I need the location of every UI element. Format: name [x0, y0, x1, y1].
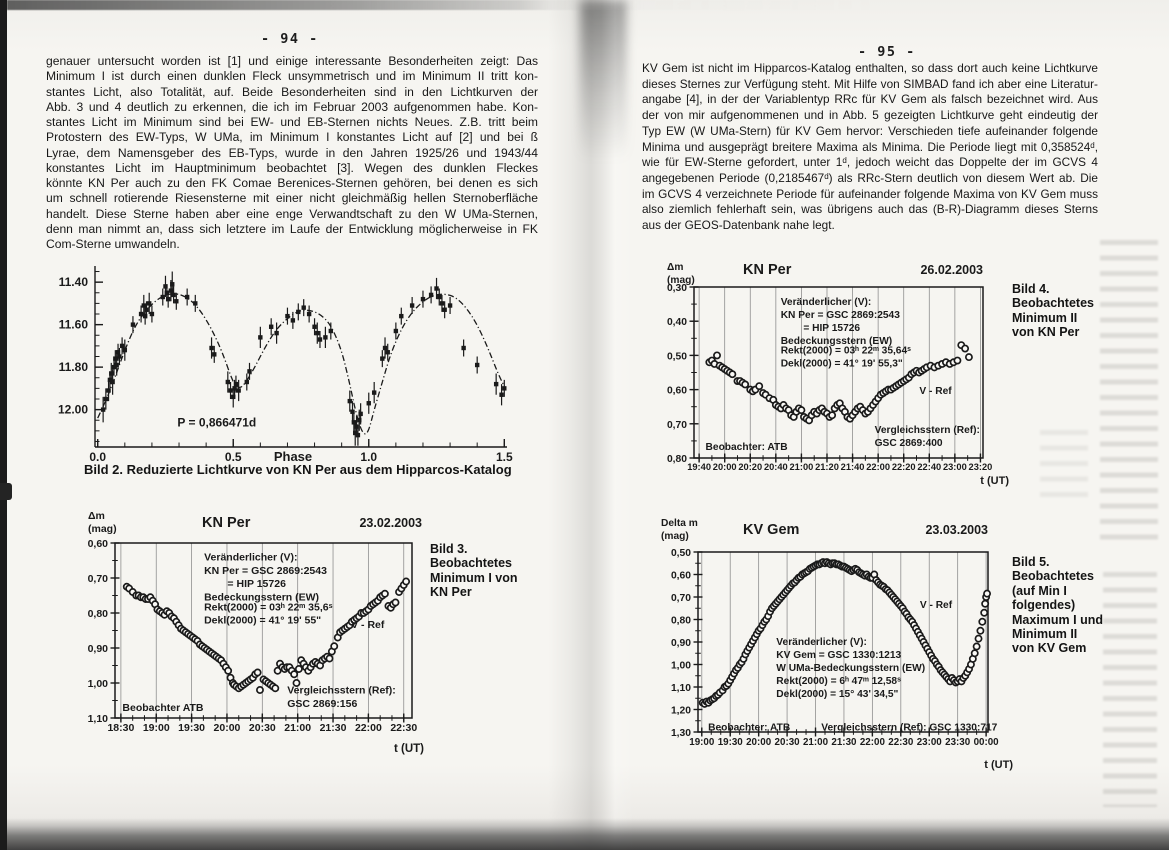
svg-text:Phase: Phase	[273, 449, 313, 464]
page-95-body-text	[642, 61, 1098, 234]
svg-text:Vergleichsstern (Ref): GSC 133: Vergleichsstern (Ref): GSC 1330:717	[821, 722, 998, 734]
svg-text:20:40: 20:40	[763, 462, 788, 472]
page-94-number: - 94 -	[261, 31, 319, 47]
text-line: stantes Licht im Minimum sind bei EW- und EB-Sternen nichts Neues. Z.B. tritt beim	[46, 115, 538, 129]
text-line: angabe [4], in der der Variablentyp RRc für KV Gem als falsch bezeichnet wird. Aus	[642, 92, 1098, 107]
svg-text:26.02.2003: 26.02.2003	[920, 263, 983, 277]
text-line: genauer untersucht worden ist [1] und einige interessante Besonderheiten zeigt: Das	[46, 54, 538, 68]
svg-text:Beobachter: ATB: Beobachter: ATB	[705, 442, 788, 454]
text-line: konstantes Licht im Hauptminimum beobachtet [3]. Wegen des dunklen Fleckes	[46, 160, 538, 175]
svg-text:21:00: 21:00	[789, 462, 814, 472]
svg-text:Veränderlicher (V):: Veränderlicher (V):	[780, 296, 872, 308]
svg-text:0.5: 0.5	[224, 450, 242, 464]
svg-text:21:30: 21:30	[319, 722, 347, 734]
svg-text:1.0: 1.0	[360, 450, 378, 464]
svg-text:20:00: 20:00	[213, 722, 241, 734]
svg-text:21:30: 21:30	[831, 737, 857, 748]
svg-text:0,70: 0,70	[87, 573, 108, 585]
text-line: wie für EW-Sterne gefordert, unter 1ᵈ, jedoch weicht das Doppelte der im GCVS 4	[642, 155, 1098, 170]
svg-text:12.00: 12.00	[57, 402, 88, 417]
page-95-number: - 95 -	[858, 44, 916, 60]
svg-text:22:30: 22:30	[888, 737, 914, 748]
svg-text:KN Per = GSC 2869:2543: KN Per = GSC 2869:2543	[204, 564, 327, 577]
svg-text:0,90: 0,90	[87, 643, 108, 655]
svg-text:00:00: 00:00	[973, 737, 999, 748]
figure-bild2-caption: Bild 2. Reduzierte Lichtkurve von KN Per aus dem Hipparcos-Katalog	[84, 462, 512, 477]
svg-text:= HIP 15726: = HIP 15726	[780, 322, 861, 334]
svg-text:(mag): (mag)	[667, 275, 695, 286]
svg-text:0,60: 0,60	[87, 538, 108, 550]
svg-text:19:40: 19:40	[687, 462, 712, 472]
text-line: angegebenen Periode (0,2185467ᵈ) als RRc-Stern deutlich von diesem Wert ab. Die	[642, 170, 1098, 185]
text-line: folgendes)	[1012, 598, 1076, 613]
text-line: Minimum I ist durch einen dunklen Fleck unsymmetrisch und im Minimum II tritt kon-	[46, 69, 538, 84]
text-line: (auf Min I	[1012, 583, 1067, 598]
text-line: im GCVS 4 verzeichnete Periode für aufeinander folgende Maxima von KV Gem muss	[642, 186, 1098, 201]
svg-text:Beobachter ATB: Beobachter ATB	[122, 702, 204, 714]
svg-text:0,50: 0,50	[670, 548, 691, 559]
svg-text:21:00: 21:00	[802, 737, 829, 748]
text-line: Minimum II	[1012, 310, 1078, 325]
text-line: aus der GEOS-Datenbank nahe legt.	[642, 218, 835, 233]
text-line: Maximum I und	[1012, 612, 1103, 627]
kn-per-hipparcos-light-curve-chart	[45, 258, 557, 470]
svg-text:V - Ref: V - Ref	[919, 385, 952, 397]
scan-edge-left	[0, 0, 7, 850]
bild4-svg	[655, 256, 1013, 494]
scan-bleedthrough-text	[1040, 430, 1088, 500]
svg-text:Beobachter: ATB: Beobachter: ATB	[708, 722, 791, 734]
svg-text:t (UT): t (UT)	[980, 475, 1009, 487]
svg-text:11.40: 11.40	[58, 275, 88, 290]
kn-per-minimum1-light-curve-chart	[78, 503, 426, 770]
svg-text:KN Per: KN Per	[202, 515, 251, 531]
svg-text:21:40: 21:40	[840, 462, 865, 472]
svg-text:20:30: 20:30	[248, 722, 276, 734]
text-line: dieses Sternes zur Verfügung steht. Mit Hilfe von SIMBAD fand ich aber eine Literatur-	[642, 76, 1098, 91]
bild3-svg	[78, 503, 426, 765]
text-line: von KN Per	[1012, 325, 1080, 340]
svg-text:1,10: 1,10	[670, 683, 691, 694]
svg-text:0,30: 0,30	[666, 283, 687, 294]
text-line: Bild 5.	[1012, 555, 1050, 569]
svg-text:23:30: 23:30	[945, 737, 971, 748]
text-line: denn man nimmt an, dass sich letztere im Laufe der Entwicklung möglicherweise in FK	[46, 221, 538, 236]
svg-text:0,80: 0,80	[87, 608, 108, 620]
svg-text:18:30: 18:30	[107, 722, 135, 734]
svg-text:0.0: 0.0	[89, 450, 107, 464]
svg-text:(mag): (mag)	[88, 523, 117, 535]
svg-text:23:20: 23:20	[968, 462, 993, 472]
text-line: Minimum II	[1012, 627, 1078, 642]
svg-text:Dekl(2000) = 41° 19' 55": Dekl(2000) = 41° 19' 55"	[204, 614, 322, 627]
svg-text:23.03.2003: 23.03.2003	[925, 523, 988, 537]
text-line: Abb. 3 und 4 deutlich zu erkennen, die ich im Februar 2003 aufgenommen habe. Kon-	[46, 99, 538, 114]
svg-text:22:00: 22:00	[859, 737, 885, 748]
bild5-svg	[655, 510, 1015, 785]
svg-text:19:00: 19:00	[689, 737, 715, 748]
svg-text:Bedeckungsstern (EW): Bedeckungsstern (EW)	[204, 591, 320, 604]
page-94-body-text	[46, 54, 538, 252]
svg-text:0,70: 0,70	[670, 593, 691, 604]
svg-text:Vergleichsstern (Ref):: Vergleichsstern (Ref):	[874, 425, 980, 437]
text-line: Protostern des EW-Typs, W UMa, im Minimum I konstantes Licht auf [2] und bei ß	[46, 130, 538, 145]
svg-text:1,00: 1,00	[670, 660, 691, 672]
text-line: könnte KN Per auch zu den FK Comae Berenices-Sternen gehören, bei denen es sich	[46, 176, 538, 190]
svg-text:21:20: 21:20	[815, 462, 839, 472]
svg-text:= HIP 15726: = HIP 15726	[204, 578, 286, 591]
svg-text:0,90: 0,90	[670, 638, 691, 649]
svg-text:GSC 2869:400: GSC 2869:400	[874, 438, 943, 450]
svg-text:Δm: Δm	[667, 262, 684, 273]
text-line: Beobachtetes	[1012, 296, 1094, 311]
text-line: also ziemlich fehlerhaft sein, was übrigens auch das (B-R)-Diagramm dieses Sterns	[642, 202, 1098, 217]
svg-text:0,80: 0,80	[666, 454, 687, 465]
text-line: handelt. Diese Sterne haben aber eine enge Verwandtschaft zu den W UMa-Sternen,	[46, 206, 538, 221]
text-line: von KV Gem	[1012, 641, 1087, 656]
svg-text:20:30: 20:30	[774, 737, 800, 748]
scan-center-fold-shadow	[548, 0, 634, 850]
svg-text:Veränderlicher (V):: Veränderlicher (V):	[776, 637, 867, 648]
svg-text:KV Gem = GSC 1330:1213: KV Gem = GSC 1330:1213	[776, 649, 902, 661]
svg-text:22:40: 22:40	[917, 462, 942, 472]
svg-text:1,30: 1,30	[670, 728, 691, 739]
scan-edge-notch	[0, 483, 12, 500]
svg-text:KN Per: KN Per	[743, 262, 792, 278]
svg-text:0,60: 0,60	[666, 385, 687, 397]
svg-text:Delta m: Delta m	[661, 518, 698, 529]
text-line: Beobachtetes	[1012, 569, 1094, 584]
text-line: der von mir aufgenommenen und in Abb. 5 gezeigten Lichtkurve geht eindeutig der	[642, 108, 1098, 123]
svg-text:1,10: 1,10	[87, 713, 108, 725]
svg-text:20:20: 20:20	[738, 462, 763, 472]
text-line: Bild 3.	[430, 542, 468, 556]
svg-text:Δm: Δm	[88, 510, 105, 522]
svg-text:22:00: 22:00	[354, 722, 382, 734]
svg-text:Rekt(2000) = 03ʰ 22ᵐ 35,64ˢ: Rekt(2000) = 03ʰ 22ᵐ 35,64ˢ	[780, 345, 911, 357]
svg-text:KN Per = GSC 2869:2543: KN Per = GSC 2869:2543	[780, 309, 900, 321]
svg-text:19:30: 19:30	[178, 722, 206, 734]
svg-text:22:30: 22:30	[390, 722, 418, 734]
svg-text:0,40: 0,40	[666, 317, 687, 329]
kn-per-minimum2-light-curve-chart	[655, 256, 1013, 499]
svg-text:0,60: 0,60	[670, 570, 691, 582]
svg-text:1.5: 1.5	[495, 450, 513, 464]
text-line: um schnell rotierende Riesensterne mit einer nicht gleichmäßig hellen Sternoberfläche	[46, 191, 538, 206]
text-line: KN Per	[430, 585, 472, 600]
text-line: Lyrae, dem Namensgeber des EB-Typs, wurde in den Jahren 1925/26 und 1943/44	[46, 145, 538, 160]
svg-text:20:00: 20:00	[746, 737, 772, 748]
svg-text:22:20: 22:20	[891, 462, 916, 472]
svg-text:V - Ref: V - Ref	[351, 618, 385, 631]
kv-gem-light-curve-chart	[655, 510, 1015, 790]
svg-text:23:00: 23:00	[942, 462, 967, 472]
text-line: Bild 4.	[1012, 282, 1050, 296]
svg-text:19:00: 19:00	[142, 722, 170, 734]
svg-text:Dekl(2000) = 41° 19' 55,3": Dekl(2000) = 41° 19' 55,3"	[780, 358, 903, 370]
svg-text:19:30: 19:30	[717, 737, 743, 748]
scan-bleedthrough-text	[1100, 240, 1158, 545]
text-line: Typ EW (W UMa-Stern) für KV Gem hervor: Verschieden tiefe aufeinander folgende	[642, 123, 1098, 138]
svg-text:11.80: 11.80	[58, 360, 88, 375]
svg-text:Bedeckungsstern (EW): Bedeckungsstern (EW)	[780, 335, 893, 347]
svg-text:11.60: 11.60	[58, 317, 88, 332]
svg-text:22:00: 22:00	[866, 462, 891, 472]
svg-text:W UMa-Bedeckungsstern (EW): W UMa-Bedeckungsstern (EW)	[776, 662, 926, 674]
svg-text:Dekl(2000) = 15° 43' 34,5": Dekl(2000) = 15° 43' 34,5"	[776, 688, 899, 700]
text-line: Minimum I von	[430, 570, 518, 585]
svg-text:0,70: 0,70	[666, 419, 687, 431]
svg-text:KV Gem: KV Gem	[743, 522, 800, 538]
svg-text:1,20: 1,20	[670, 705, 691, 717]
svg-text:GSC 2869:156: GSC 2869:156	[287, 697, 358, 710]
scan-edge-top	[7, 0, 1169, 10]
scan-bleedthrough-text	[1103, 572, 1157, 807]
svg-text:(mag): (mag)	[661, 531, 689, 542]
bild2-svg	[45, 258, 557, 465]
text-line: KV Gem ist nicht im Hipparcos-Katalog enthalten, so dass dort auch keine Lichtkurve	[642, 61, 1098, 75]
svg-text:1,00: 1,00	[87, 678, 108, 690]
svg-text:23.02.2003: 23.02.2003	[359, 516, 422, 530]
svg-text:0,50: 0,50	[666, 351, 687, 363]
svg-text:21:00: 21:00	[284, 722, 312, 734]
svg-text:Rekt(2000) = 03ʰ 22ᵐ 35,6ˢ: Rekt(2000) = 03ʰ 22ᵐ 35,6ˢ	[204, 601, 333, 614]
svg-text:P = 0,866471d: P = 0,866471d	[177, 415, 257, 430]
scan-edge-bottom	[0, 818, 1169, 850]
text-line: Minima und ausgeprägt breitere Maxima als Minima. Die Periode liegt mit 0,358524ᵈ,	[642, 139, 1098, 154]
svg-text:23:00: 23:00	[916, 737, 942, 748]
svg-text:Veränderlicher (V):: Veränderlicher (V):	[204, 551, 298, 564]
figure-bild3-caption	[430, 542, 550, 600]
svg-text:t (UT): t (UT)	[984, 759, 1013, 771]
svg-text:t (UT): t (UT)	[393, 743, 424, 755]
svg-text:0,80: 0,80	[670, 615, 691, 627]
svg-text:Vergleichsstern (Ref):: Vergleichsstern (Ref):	[287, 684, 396, 697]
svg-text:V - Ref: V - Ref	[919, 600, 953, 612]
svg-text:20:00: 20:00	[712, 462, 737, 472]
text-line: Com-Sterne umwandeln.	[46, 237, 180, 251]
text-line: stantes Licht, also Totalität, auf. Beide Besonderheiten sind in den Lichtkurven der	[46, 84, 538, 99]
text-line: Beobachtetes	[430, 556, 512, 571]
svg-text:Rekt(2000) = 6ʰ 47ᵐ 12,58ˢ: Rekt(2000) = 6ʰ 47ᵐ 12,58ˢ	[776, 675, 901, 687]
